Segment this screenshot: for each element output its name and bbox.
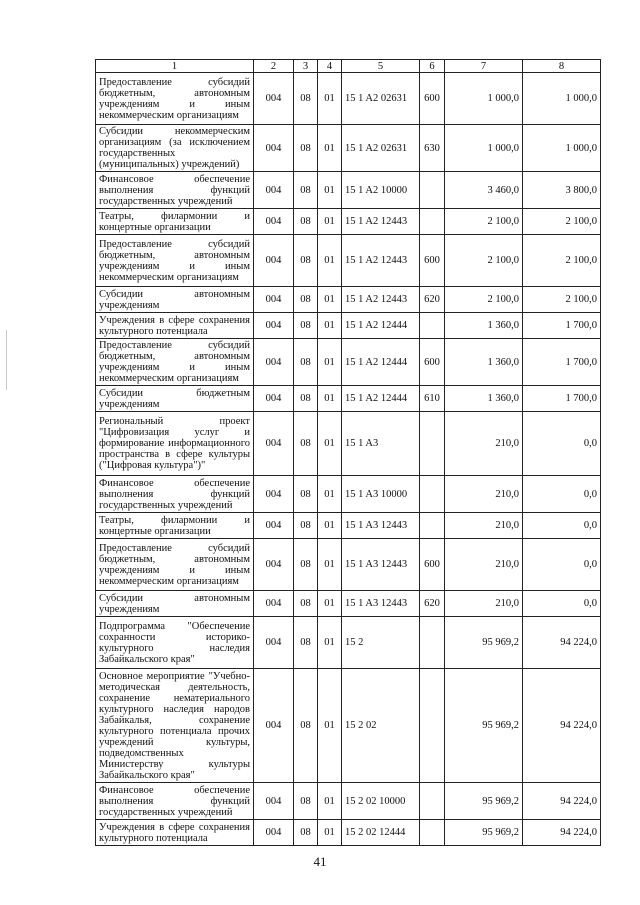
row-name-cell: Финансовое обеспечение выполнения функций государственных учреждений: [96, 172, 254, 209]
expense-type-cell: [420, 476, 445, 513]
table-row: [96, 73, 601, 125]
target-article-cell: 15 2: [342, 617, 420, 669]
amount-year-1-cell: 1 000,0: [445, 125, 523, 172]
target-article-cell: 15 1 A2 12443: [342, 209, 420, 235]
table-row: [96, 172, 601, 209]
column-header-8: 8: [523, 60, 601, 73]
amount-year-1-cell: 95 969,2: [445, 669, 523, 783]
subsection-code-cell: 01: [318, 820, 342, 846]
table-row: [96, 339, 601, 386]
ministry-code-cell: 004: [254, 513, 294, 539]
section-code-cell: 08: [294, 386, 318, 412]
amount-year-2-cell: 94 224,0: [523, 669, 601, 783]
section-code-cell: 08: [294, 339, 318, 386]
amount-year-2-cell: 1 700,0: [523, 386, 601, 412]
target-article-cell: 15 1 A3 12443: [342, 539, 420, 591]
expense-type-cell: [420, 172, 445, 209]
ministry-code-cell: 004: [254, 820, 294, 846]
row-name-cell: Финансовое обеспечение выполнения функций государственных учреждений: [96, 783, 254, 820]
budget-table: [95, 59, 601, 846]
target-article-cell: 15 1 A3 10000: [342, 476, 420, 513]
amount-year-1-cell: 210,0: [445, 539, 523, 591]
ministry-code-cell: 004: [254, 209, 294, 235]
amount-year-2-cell: 0,0: [523, 539, 601, 591]
section-code-cell: 08: [294, 313, 318, 339]
target-article-cell: 15 1 A2 12443: [342, 287, 420, 313]
amount-year-1-cell: 1 000,0: [445, 73, 523, 125]
subsection-code-cell: 01: [318, 513, 342, 539]
target-article-cell: 15 1 A2 12444: [342, 386, 420, 412]
column-header-6: 6: [420, 60, 445, 73]
table-row: [96, 412, 601, 476]
subsection-code-cell: 01: [318, 125, 342, 172]
table-row: [96, 313, 601, 339]
ministry-code-cell: 004: [254, 386, 294, 412]
amount-year-1-cell: 1 360,0: [445, 313, 523, 339]
subsection-code-cell: 01: [318, 476, 342, 513]
ministry-code-cell: 004: [254, 287, 294, 313]
row-name-cell: Субсидии автономным учреждениям: [96, 591, 254, 617]
ministry-code-cell: 004: [254, 235, 294, 287]
subsection-code-cell: 01: [318, 339, 342, 386]
expense-type-cell: 600: [420, 539, 445, 591]
amount-year-1-cell: 3 460,0: [445, 172, 523, 209]
amount-year-1-cell: 95 969,2: [445, 617, 523, 669]
expense-type-cell: 600: [420, 73, 445, 125]
section-code-cell: 08: [294, 476, 318, 513]
amount-year-2-cell: 1 000,0: [523, 125, 601, 172]
target-article-cell: 15 1 A2 12444: [342, 313, 420, 339]
target-article-cell: 15 2 02 12444: [342, 820, 420, 846]
target-article-cell: 15 1 A2 02631: [342, 73, 420, 125]
amount-year-2-cell: 1 700,0: [523, 313, 601, 339]
table-row: [96, 591, 601, 617]
subsection-code-cell: 01: [318, 235, 342, 287]
row-name-cell: Учреждения в сфере сохранения культурного потенциала: [96, 313, 254, 339]
table-row: [96, 235, 601, 287]
table-row: [96, 617, 601, 669]
expense-type-cell: [420, 513, 445, 539]
row-name-cell: Предоставление субсидий бюджетным, автономным учреждениям и иным некоммерческим организациям: [96, 235, 254, 287]
ministry-code-cell: 004: [254, 313, 294, 339]
ministry-code-cell: 004: [254, 476, 294, 513]
column-header-4: 4: [318, 60, 342, 73]
amount-year-2-cell: 2 100,0: [523, 287, 601, 313]
expense-type-cell: [420, 412, 445, 476]
amount-year-2-cell: 0,0: [523, 513, 601, 539]
subsection-code-cell: 01: [318, 73, 342, 125]
amount-year-1-cell: 210,0: [445, 476, 523, 513]
amount-year-1-cell: 2 100,0: [445, 287, 523, 313]
table-row: [96, 820, 601, 846]
column-header-3: 3: [294, 60, 318, 73]
amount-year-2-cell: 0,0: [523, 476, 601, 513]
subsection-code-cell: 01: [318, 313, 342, 339]
table-row: [96, 386, 601, 412]
amount-year-1-cell: 1 360,0: [445, 386, 523, 412]
amount-year-2-cell: 2 100,0: [523, 209, 601, 235]
expense-type-cell: 620: [420, 591, 445, 617]
target-article-cell: 15 1 A2 10000: [342, 172, 420, 209]
amount-year-1-cell: 210,0: [445, 513, 523, 539]
table-row: [96, 783, 601, 820]
section-code-cell: 08: [294, 73, 318, 125]
target-article-cell: 15 2 02 10000: [342, 783, 420, 820]
column-header-2: 2: [254, 60, 294, 73]
subsection-code-cell: 01: [318, 172, 342, 209]
table-row: [96, 287, 601, 313]
section-code-cell: 08: [294, 172, 318, 209]
scan-edge-mark: [6, 330, 7, 390]
subsection-code-cell: 01: [318, 617, 342, 669]
subsection-code-cell: 01: [318, 669, 342, 783]
section-code-cell: 08: [294, 125, 318, 172]
section-code-cell: 08: [294, 209, 318, 235]
amount-year-1-cell: 2 100,0: [445, 209, 523, 235]
amount-year-2-cell: 94 224,0: [523, 820, 601, 846]
row-name-cell: Региональный проект "Цифровизация услуг и формирование информационного пространства в сфере культуры ("Цифровая культура")": [96, 412, 254, 476]
row-name-cell: Учреждения в сфере сохранения культурного потенциала: [96, 820, 254, 846]
section-code-cell: 08: [294, 287, 318, 313]
expense-type-cell: [420, 783, 445, 820]
ministry-code-cell: 004: [254, 125, 294, 172]
row-name-cell: Субсидии автономным учреждениям: [96, 287, 254, 313]
amount-year-2-cell: 94 224,0: [523, 783, 601, 820]
ministry-code-cell: 004: [254, 669, 294, 783]
row-name-cell: Предоставление субсидий бюджетным, автономным учреждениям и иным некоммерческим организациям: [96, 339, 254, 386]
subsection-code-cell: 01: [318, 412, 342, 476]
section-code-cell: 08: [294, 669, 318, 783]
table-row: [96, 476, 601, 513]
target-article-cell: 15 1 A3: [342, 412, 420, 476]
expense-type-cell: 600: [420, 339, 445, 386]
row-name-cell: Театры, филармонии и концертные организации: [96, 513, 254, 539]
page-number: 41: [313, 854, 327, 869]
row-name-cell: Субсидии бюджетным учреждениям: [96, 386, 254, 412]
target-article-cell: 15 1 A2 12444: [342, 339, 420, 386]
expense-type-cell: 610: [420, 386, 445, 412]
subsection-code-cell: 01: [318, 287, 342, 313]
expense-type-cell: 630: [420, 125, 445, 172]
target-article-cell: 15 1 A2 02631: [342, 125, 420, 172]
amount-year-1-cell: 95 969,2: [445, 820, 523, 846]
amount-year-1-cell: 95 969,2: [445, 783, 523, 820]
ministry-code-cell: 004: [254, 783, 294, 820]
section-code-cell: 08: [294, 412, 318, 476]
subsection-code-cell: 01: [318, 539, 342, 591]
subsection-code-cell: 01: [318, 209, 342, 235]
table-row: [96, 513, 601, 539]
expense-type-cell: [420, 669, 445, 783]
table-row: [96, 669, 601, 783]
subsection-code-cell: 01: [318, 591, 342, 617]
ministry-code-cell: 004: [254, 591, 294, 617]
expense-type-cell: [420, 209, 445, 235]
column-header-1: 1: [96, 60, 254, 73]
amount-year-1-cell: 1 360,0: [445, 339, 523, 386]
subsection-code-cell: 01: [318, 386, 342, 412]
section-code-cell: 08: [294, 820, 318, 846]
column-header-5: 5: [342, 60, 420, 73]
ministry-code-cell: 004: [254, 539, 294, 591]
expense-type-cell: [420, 617, 445, 669]
ministry-code-cell: 004: [254, 617, 294, 669]
row-name-cell: Субсидии некоммерческим организациям (за исключением государственных (муниципальных) учреждений): [96, 125, 254, 172]
amount-year-2-cell: 1 700,0: [523, 339, 601, 386]
target-article-cell: 15 2 02: [342, 669, 420, 783]
amount-year-2-cell: 2 100,0: [523, 235, 601, 287]
amount-year-2-cell: 94 224,0: [523, 617, 601, 669]
section-code-cell: 08: [294, 513, 318, 539]
section-code-cell: 08: [294, 591, 318, 617]
amount-year-1-cell: 210,0: [445, 412, 523, 476]
section-code-cell: 08: [294, 617, 318, 669]
row-name-cell: Основное мероприятие "Учебно-методическая деятельность, сохранение нематериального культурного наследия народов Забайкалья, сохранение культурного потенциала прочих учреждений культуры, подведомственных Министерству культуры Забайкальского края": [96, 669, 254, 783]
target-article-cell: 15 1 A3 12443: [342, 591, 420, 617]
subsection-code-cell: 01: [318, 783, 342, 820]
row-name-cell: Финансовое обеспечение выполнения функций государственных учреждений: [96, 476, 254, 513]
section-code-cell: 08: [294, 235, 318, 287]
ministry-code-cell: 004: [254, 339, 294, 386]
section-code-cell: 08: [294, 783, 318, 820]
row-name-cell: Театры, филармонии и концертные организации: [96, 209, 254, 235]
expense-type-cell: 600: [420, 235, 445, 287]
ministry-code-cell: 004: [254, 172, 294, 209]
expense-type-cell: [420, 820, 445, 846]
expense-type-cell: 620: [420, 287, 445, 313]
row-name-cell: Предоставление субсидий бюджетным, автономным учреждениям и иным некоммерческим организациям: [96, 539, 254, 591]
table-row: [96, 125, 601, 172]
section-code-cell: 08: [294, 539, 318, 591]
table-body: [96, 73, 601, 846]
amount-year-1-cell: 2 100,0: [445, 235, 523, 287]
column-header-7: 7: [445, 60, 523, 73]
expense-type-cell: [420, 313, 445, 339]
ministry-code-cell: 004: [254, 73, 294, 125]
amount-year-2-cell: 0,0: [523, 591, 601, 617]
target-article-cell: 15 1 A3 12443: [342, 513, 420, 539]
amount-year-2-cell: 0,0: [523, 412, 601, 476]
row-name-cell: Предоставление субсидий бюджетным, автономным учреждениям и иным некоммерческим организациям: [96, 73, 254, 125]
row-name-cell: Подпрограмма "Обеспечение сохранности историко-культурного наследия Забайкальского края": [96, 617, 254, 669]
ministry-code-cell: 004: [254, 412, 294, 476]
header-row: [96, 60, 601, 73]
amount-year-1-cell: 210,0: [445, 591, 523, 617]
table-row: [96, 209, 601, 235]
target-article-cell: 15 1 A2 12443: [342, 235, 420, 287]
amount-year-2-cell: 1 000,0: [523, 73, 601, 125]
table-row: [96, 539, 601, 591]
amount-year-2-cell: 3 800,0: [523, 172, 601, 209]
